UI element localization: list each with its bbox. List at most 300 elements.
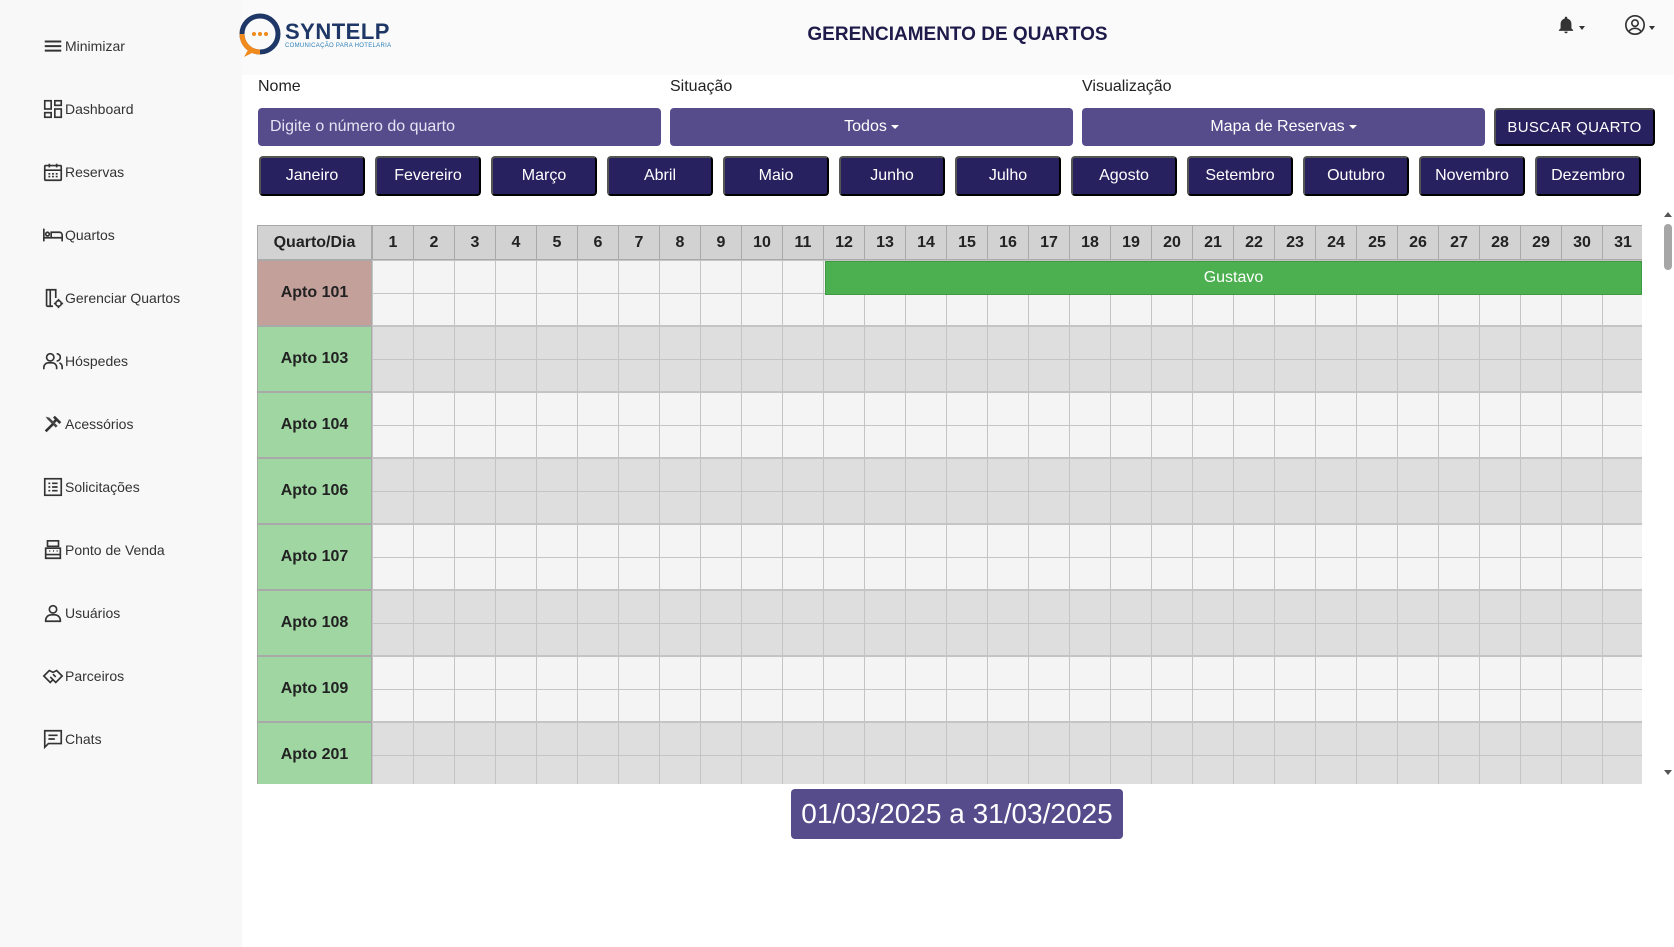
day-cell[interactable] xyxy=(495,656,537,690)
day-cell[interactable] xyxy=(1561,491,1603,524)
day-cell[interactable] xyxy=(1438,557,1480,590)
day-cell[interactable] xyxy=(1151,689,1193,722)
day-cell[interactable] xyxy=(495,260,537,294)
day-cell[interactable] xyxy=(1069,689,1111,722)
day-cell[interactable] xyxy=(905,656,947,690)
day-cell[interactable] xyxy=(1561,623,1603,656)
day-cell[interactable] xyxy=(823,656,865,690)
room-label[interactable]: Apto 108 xyxy=(257,590,372,656)
day-cell[interactable] xyxy=(1397,755,1439,784)
day-cell[interactable] xyxy=(1233,557,1275,590)
day-cell[interactable] xyxy=(1602,755,1642,784)
day-cell[interactable] xyxy=(372,689,414,722)
day-cell[interactable] xyxy=(987,623,1029,656)
day-cell[interactable] xyxy=(1479,524,1521,558)
day-cell[interactable] xyxy=(1028,623,1070,656)
room-label[interactable]: Apto 104 xyxy=(257,392,372,458)
day-cell[interactable] xyxy=(782,326,824,360)
day-cell[interactable] xyxy=(659,722,701,756)
day-cell[interactable] xyxy=(536,623,578,656)
day-cell[interactable] xyxy=(577,293,619,326)
day-cell[interactable] xyxy=(741,359,783,392)
day-cell[interactable] xyxy=(1192,491,1234,524)
day-cell[interactable] xyxy=(1192,656,1234,690)
day-cell[interactable] xyxy=(659,524,701,558)
month-button-1[interactable]: Janeiro xyxy=(259,156,365,196)
day-cell[interactable] xyxy=(1356,722,1398,756)
day-cell[interactable] xyxy=(946,458,988,492)
day-cell[interactable] xyxy=(1315,326,1357,360)
day-cell[interactable] xyxy=(1274,656,1316,690)
day-cell[interactable] xyxy=(823,392,865,426)
day-cell[interactable] xyxy=(782,590,824,624)
day-cell[interactable] xyxy=(1192,689,1234,722)
day-cell[interactable] xyxy=(413,458,455,492)
day-cell[interactable] xyxy=(1479,656,1521,690)
month-button-8[interactable]: Agosto xyxy=(1071,156,1177,196)
day-cell[interactable] xyxy=(1602,425,1642,458)
day-cell[interactable] xyxy=(1233,590,1275,624)
day-cell[interactable] xyxy=(700,326,742,360)
day-cell[interactable] xyxy=(864,755,906,784)
sidebar-item-dashboard[interactable] xyxy=(42,94,134,124)
day-cell[interactable] xyxy=(454,755,496,784)
day-cell[interactable] xyxy=(1233,755,1275,784)
day-cell[interactable] xyxy=(577,557,619,590)
day-cell[interactable] xyxy=(1110,458,1152,492)
day-cell[interactable] xyxy=(618,359,660,392)
day-cell[interactable] xyxy=(1561,722,1603,756)
month-button-11[interactable]: Novembro xyxy=(1419,156,1525,196)
day-cell[interactable] xyxy=(1192,590,1234,624)
day-cell[interactable] xyxy=(536,392,578,426)
day-cell[interactable] xyxy=(1356,359,1398,392)
day-cell[interactable] xyxy=(987,326,1029,360)
day-cell[interactable] xyxy=(823,293,865,326)
day-cell[interactable] xyxy=(413,557,455,590)
day-cell[interactable] xyxy=(905,623,947,656)
day-cell[interactable] xyxy=(413,359,455,392)
day-cell[interactable] xyxy=(987,755,1029,784)
day-cell[interactable] xyxy=(1438,656,1480,690)
day-cell[interactable] xyxy=(1438,590,1480,624)
day-cell[interactable] xyxy=(700,557,742,590)
day-cell[interactable] xyxy=(1438,722,1480,756)
day-cell[interactable] xyxy=(413,722,455,756)
room-label[interactable]: Apto 101 xyxy=(257,260,372,326)
day-cell[interactable] xyxy=(905,293,947,326)
day-cell[interactable] xyxy=(372,293,414,326)
day-cell[interactable] xyxy=(618,458,660,492)
day-cell[interactable] xyxy=(1479,326,1521,360)
day-cell[interactable] xyxy=(1274,359,1316,392)
day-cell[interactable] xyxy=(1561,590,1603,624)
day-cell[interactable] xyxy=(905,425,947,458)
day-cell[interactable] xyxy=(741,590,783,624)
day-cell[interactable] xyxy=(1274,755,1316,784)
day-cell[interactable] xyxy=(864,557,906,590)
day-cell[interactable] xyxy=(454,359,496,392)
scroll-down-arrow-icon[interactable] xyxy=(1664,770,1672,775)
day-cell[interactable] xyxy=(1069,755,1111,784)
day-cell[interactable] xyxy=(1356,524,1398,558)
day-cell[interactable] xyxy=(1315,425,1357,458)
day-cell[interactable] xyxy=(1479,557,1521,590)
day-cell[interactable] xyxy=(1028,491,1070,524)
day-cell[interactable] xyxy=(1356,689,1398,722)
day-cell[interactable] xyxy=(946,359,988,392)
day-cell[interactable] xyxy=(577,590,619,624)
day-cell[interactable] xyxy=(987,293,1029,326)
day-cell[interactable] xyxy=(1233,491,1275,524)
day-cell[interactable] xyxy=(1397,458,1439,492)
day-cell[interactable] xyxy=(577,326,619,360)
day-cell[interactable] xyxy=(413,524,455,558)
day-cell[interactable] xyxy=(1274,689,1316,722)
day-cell[interactable] xyxy=(372,458,414,492)
day-cell[interactable] xyxy=(782,656,824,690)
search-room-button[interactable]: BUSCAR QUARTO xyxy=(1494,108,1655,146)
day-cell[interactable] xyxy=(1110,359,1152,392)
scrollbar-thumb[interactable] xyxy=(1664,224,1672,270)
day-cell[interactable] xyxy=(905,722,947,756)
day-cell[interactable] xyxy=(1397,590,1439,624)
day-cell[interactable] xyxy=(495,359,537,392)
day-cell[interactable] xyxy=(1397,689,1439,722)
day-cell[interactable] xyxy=(946,326,988,360)
day-cell[interactable] xyxy=(700,689,742,722)
month-button-9[interactable]: Setembro xyxy=(1187,156,1293,196)
day-cell[interactable] xyxy=(946,293,988,326)
day-cell[interactable] xyxy=(1028,590,1070,624)
day-cell[interactable] xyxy=(413,590,455,624)
day-cell[interactable] xyxy=(1520,755,1562,784)
day-cell[interactable] xyxy=(454,722,496,756)
day-cell[interactable] xyxy=(1397,293,1439,326)
day-cell[interactable] xyxy=(741,557,783,590)
day-cell[interactable] xyxy=(1192,359,1234,392)
day-cell[interactable] xyxy=(1356,557,1398,590)
day-cell[interactable] xyxy=(1397,722,1439,756)
day-cell[interactable] xyxy=(823,359,865,392)
day-cell[interactable] xyxy=(454,491,496,524)
day-cell[interactable] xyxy=(1028,755,1070,784)
month-button-5[interactable]: Maio xyxy=(723,156,829,196)
day-cell[interactable] xyxy=(495,755,537,784)
day-cell[interactable] xyxy=(864,392,906,426)
day-cell[interactable] xyxy=(1602,392,1642,426)
sidebar-item-quartos[interactable] xyxy=(42,220,115,250)
day-cell[interactable] xyxy=(577,656,619,690)
day-cell[interactable] xyxy=(1315,491,1357,524)
day-cell[interactable] xyxy=(1438,458,1480,492)
day-cell[interactable] xyxy=(659,755,701,784)
day-cell[interactable] xyxy=(1520,293,1562,326)
day-cell[interactable] xyxy=(782,557,824,590)
day-cell[interactable] xyxy=(1069,590,1111,624)
day-cell[interactable] xyxy=(1520,722,1562,756)
day-cell[interactable] xyxy=(782,524,824,558)
day-cell[interactable] xyxy=(987,524,1029,558)
day-cell[interactable] xyxy=(413,425,455,458)
day-cell[interactable] xyxy=(1151,524,1193,558)
day-cell[interactable] xyxy=(618,656,660,690)
day-cell[interactable] xyxy=(864,689,906,722)
day-cell[interactable] xyxy=(1479,689,1521,722)
day-cell[interactable] xyxy=(1438,392,1480,426)
day-cell[interactable] xyxy=(413,755,455,784)
day-cell[interactable] xyxy=(1602,293,1642,326)
sidebar-item-ponto-de-venda[interactable] xyxy=(42,535,165,565)
day-cell[interactable] xyxy=(372,326,414,360)
day-cell[interactable] xyxy=(782,755,824,784)
notifications-button[interactable] xyxy=(1556,12,1590,38)
day-cell[interactable] xyxy=(1233,392,1275,426)
day-cell[interactable] xyxy=(823,524,865,558)
day-cell[interactable] xyxy=(1438,425,1480,458)
day-cell[interactable] xyxy=(1151,656,1193,690)
day-cell[interactable] xyxy=(782,392,824,426)
day-cell[interactable] xyxy=(1151,722,1193,756)
day-cell[interactable] xyxy=(1110,656,1152,690)
day-cell[interactable] xyxy=(577,260,619,294)
day-cell[interactable] xyxy=(1233,293,1275,326)
day-cell[interactable] xyxy=(1069,722,1111,756)
account-menu-button[interactable] xyxy=(1624,12,1658,38)
day-cell[interactable] xyxy=(782,491,824,524)
day-cell[interactable] xyxy=(536,557,578,590)
day-cell[interactable] xyxy=(659,425,701,458)
day-cell[interactable] xyxy=(987,392,1029,426)
day-cell[interactable] xyxy=(1315,524,1357,558)
day-cell[interactable] xyxy=(413,260,455,294)
day-cell[interactable] xyxy=(946,557,988,590)
day-cell[interactable] xyxy=(372,524,414,558)
day-cell[interactable] xyxy=(946,656,988,690)
day-cell[interactable] xyxy=(741,326,783,360)
day-cell[interactable] xyxy=(536,524,578,558)
day-cell[interactable] xyxy=(905,755,947,784)
day-cell[interactable] xyxy=(1479,293,1521,326)
day-cell[interactable] xyxy=(823,689,865,722)
day-cell[interactable] xyxy=(864,656,906,690)
day-cell[interactable] xyxy=(1233,524,1275,558)
day-cell[interactable] xyxy=(823,755,865,784)
day-cell[interactable] xyxy=(495,293,537,326)
day-cell[interactable] xyxy=(618,623,660,656)
day-cell[interactable] xyxy=(782,458,824,492)
day-cell[interactable] xyxy=(618,557,660,590)
day-cell[interactable] xyxy=(905,392,947,426)
day-cell[interactable] xyxy=(372,392,414,426)
day-cell[interactable] xyxy=(1233,425,1275,458)
day-cell[interactable] xyxy=(1520,491,1562,524)
day-cell[interactable] xyxy=(1397,656,1439,690)
day-cell[interactable] xyxy=(1438,491,1480,524)
day-cell[interactable] xyxy=(905,557,947,590)
day-cell[interactable] xyxy=(946,689,988,722)
day-cell[interactable] xyxy=(1110,590,1152,624)
day-cell[interactable] xyxy=(823,590,865,624)
day-cell[interactable] xyxy=(1356,623,1398,656)
day-cell[interactable] xyxy=(1479,623,1521,656)
day-cell[interactable] xyxy=(1356,656,1398,690)
day-cell[interactable] xyxy=(1602,722,1642,756)
day-cell[interactable] xyxy=(1069,293,1111,326)
view-dropdown[interactable] xyxy=(1082,108,1485,146)
day-cell[interactable] xyxy=(1520,326,1562,360)
day-cell[interactable] xyxy=(413,326,455,360)
day-cell[interactable] xyxy=(1356,491,1398,524)
day-cell[interactable] xyxy=(536,458,578,492)
day-cell[interactable] xyxy=(1069,491,1111,524)
sidebar-item-parceiros[interactable] xyxy=(42,661,124,691)
day-cell[interactable] xyxy=(618,491,660,524)
day-cell[interactable] xyxy=(618,293,660,326)
day-cell[interactable] xyxy=(1274,491,1316,524)
day-cell[interactable] xyxy=(741,491,783,524)
day-cell[interactable] xyxy=(1274,722,1316,756)
month-button-10[interactable]: Outubro xyxy=(1303,156,1409,196)
day-cell[interactable] xyxy=(495,623,537,656)
day-cell[interactable] xyxy=(823,491,865,524)
day-cell[interactable] xyxy=(1274,392,1316,426)
day-cell[interactable] xyxy=(864,491,906,524)
day-cell[interactable] xyxy=(1110,689,1152,722)
day-cell[interactable] xyxy=(1315,656,1357,690)
day-cell[interactable] xyxy=(905,326,947,360)
day-cell[interactable] xyxy=(454,689,496,722)
sidebar-item-hospedes[interactable] xyxy=(42,346,128,376)
day-cell[interactable] xyxy=(1110,722,1152,756)
day-cell[interactable] xyxy=(1192,557,1234,590)
day-cell[interactable] xyxy=(372,425,414,458)
day-cell[interactable] xyxy=(1274,425,1316,458)
day-cell[interactable] xyxy=(823,425,865,458)
day-cell[interactable] xyxy=(413,689,455,722)
day-cell[interactable] xyxy=(659,458,701,492)
day-cell[interactable] xyxy=(700,260,742,294)
day-cell[interactable] xyxy=(1192,722,1234,756)
day-cell[interactable] xyxy=(1438,623,1480,656)
day-cell[interactable] xyxy=(1356,590,1398,624)
day-cell[interactable] xyxy=(372,590,414,624)
day-cell[interactable] xyxy=(618,755,660,784)
day-cell[interactable] xyxy=(1479,392,1521,426)
day-cell[interactable] xyxy=(495,491,537,524)
day-cell[interactable] xyxy=(905,590,947,624)
day-cell[interactable] xyxy=(1028,326,1070,360)
day-cell[interactable] xyxy=(536,293,578,326)
day-cell[interactable] xyxy=(1356,755,1398,784)
day-cell[interactable] xyxy=(1274,293,1316,326)
day-cell[interactable] xyxy=(495,392,537,426)
day-cell[interactable] xyxy=(1602,623,1642,656)
day-cell[interactable] xyxy=(1028,557,1070,590)
day-cell[interactable] xyxy=(823,557,865,590)
day-cell[interactable] xyxy=(1602,524,1642,558)
day-cell[interactable] xyxy=(864,590,906,624)
day-cell[interactable] xyxy=(1151,359,1193,392)
day-cell[interactable] xyxy=(946,755,988,784)
day-cell[interactable] xyxy=(1356,392,1398,426)
day-cell[interactable] xyxy=(413,623,455,656)
day-cell[interactable] xyxy=(372,557,414,590)
day-cell[interactable] xyxy=(1274,623,1316,656)
month-button-3[interactable]: Março xyxy=(491,156,597,196)
day-cell[interactable] xyxy=(1069,326,1111,360)
day-cell[interactable] xyxy=(495,557,537,590)
day-cell[interactable] xyxy=(454,590,496,624)
day-cell[interactable] xyxy=(987,458,1029,492)
day-cell[interactable] xyxy=(1069,359,1111,392)
day-cell[interactable] xyxy=(659,557,701,590)
day-cell[interactable] xyxy=(1069,425,1111,458)
day-cell[interactable] xyxy=(413,656,455,690)
day-cell[interactable] xyxy=(1192,623,1234,656)
day-cell[interactable] xyxy=(946,623,988,656)
day-cell[interactable] xyxy=(1028,656,1070,690)
room-search-input[interactable] xyxy=(258,108,661,146)
day-cell[interactable] xyxy=(700,755,742,784)
day-cell[interactable] xyxy=(946,524,988,558)
day-cell[interactable] xyxy=(987,590,1029,624)
day-cell[interactable] xyxy=(1479,359,1521,392)
day-cell[interactable] xyxy=(618,425,660,458)
sidebar-item-chats[interactable] xyxy=(42,724,102,754)
day-cell[interactable] xyxy=(1356,293,1398,326)
day-cell[interactable] xyxy=(782,623,824,656)
day-cell[interactable] xyxy=(946,722,988,756)
day-cell[interactable] xyxy=(864,359,906,392)
day-cell[interactable] xyxy=(659,260,701,294)
day-cell[interactable] xyxy=(1561,524,1603,558)
day-cell[interactable] xyxy=(577,722,619,756)
status-dropdown[interactable] xyxy=(670,108,1073,146)
day-cell[interactable] xyxy=(577,359,619,392)
day-cell[interactable] xyxy=(782,359,824,392)
day-cell[interactable] xyxy=(577,491,619,524)
day-cell[interactable] xyxy=(1397,623,1439,656)
room-label[interactable]: Apto 107 xyxy=(257,524,372,590)
day-cell[interactable] xyxy=(1397,557,1439,590)
day-cell[interactable] xyxy=(987,425,1029,458)
day-cell[interactable] xyxy=(1151,293,1193,326)
day-cell[interactable] xyxy=(741,425,783,458)
day-cell[interactable] xyxy=(864,458,906,492)
day-cell[interactable] xyxy=(495,326,537,360)
day-cell[interactable] xyxy=(1397,326,1439,360)
sidebar-item-gerenciar-quartos[interactable] xyxy=(42,283,180,313)
day-cell[interactable] xyxy=(1438,326,1480,360)
day-cell[interactable] xyxy=(1520,689,1562,722)
day-cell[interactable] xyxy=(1233,623,1275,656)
day-cell[interactable] xyxy=(1397,425,1439,458)
day-cell[interactable] xyxy=(1151,425,1193,458)
day-cell[interactable] xyxy=(1151,392,1193,426)
day-cell[interactable] xyxy=(659,623,701,656)
day-cell[interactable] xyxy=(1151,458,1193,492)
day-cell[interactable] xyxy=(659,491,701,524)
day-cell[interactable] xyxy=(1151,491,1193,524)
day-cell[interactable] xyxy=(372,722,414,756)
day-cell[interactable] xyxy=(987,359,1029,392)
day-cell[interactable] xyxy=(1192,326,1234,360)
day-cell[interactable] xyxy=(536,359,578,392)
day-cell[interactable] xyxy=(1315,293,1357,326)
day-cell[interactable] xyxy=(495,458,537,492)
day-cell[interactable] xyxy=(454,326,496,360)
